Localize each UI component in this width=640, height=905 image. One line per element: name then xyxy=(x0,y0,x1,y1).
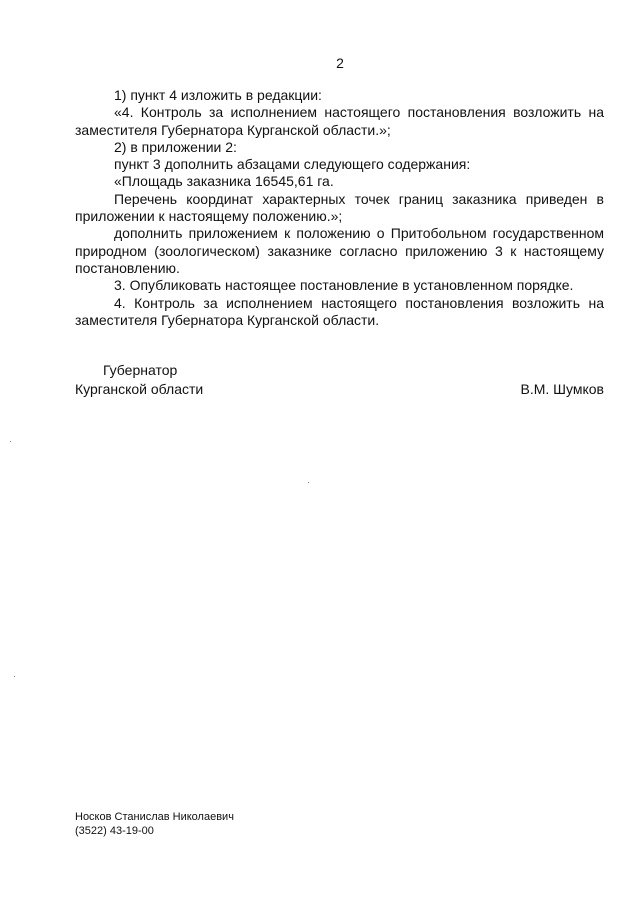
signatory-title-line-1: Губернатор xyxy=(103,362,178,378)
paragraph-3: 2) в приложении 2: xyxy=(114,138,237,155)
scan-speck xyxy=(308,482,309,483)
executor-name: Носков Станислав Николаевич xyxy=(75,811,234,823)
signatory-title xyxy=(75,361,203,399)
paragraph-4: пункт 3 дополнить абзацами следующего содержания: xyxy=(114,156,471,173)
paragraph-8: 3. Опубликовать настоящее постановление в установленном порядке. xyxy=(114,277,574,294)
page-number: 2 xyxy=(336,55,344,71)
signatory-name: В.М. Шумков xyxy=(520,381,604,397)
paragraph-2: «4. Контроль за исполнением настоящего постановления возложить на заместителя Губернатора Курганской области.»; xyxy=(75,104,604,138)
paragraph-6: Перечень координат характерных точек границ заказника приведен в приложении к настоящему положению.»; xyxy=(75,190,604,225)
paragraph-9: 4. Контроль за исполнением настоящего постановления возложить на заместителя Губернатора Курганской области. xyxy=(75,294,604,328)
signatory-title-line-2: Курганской области xyxy=(75,381,204,397)
paragraph-1: 1) пункт 4 изложить в редакции: xyxy=(114,87,322,103)
document-body xyxy=(75,87,604,329)
scan-speck xyxy=(14,676,15,677)
executor-footer xyxy=(75,810,234,838)
paragraph-7: дополнить приложением к положению о Притобольном государственном природном (зоологическом) заказнике согласно приложению 3 к настоящему постановлению. xyxy=(75,225,604,276)
paragraph-5: «Площадь заказника 16545,61 га. xyxy=(114,173,334,190)
executor-phone: (3522) 43-19-00 xyxy=(75,825,154,837)
scan-speck xyxy=(10,441,11,442)
